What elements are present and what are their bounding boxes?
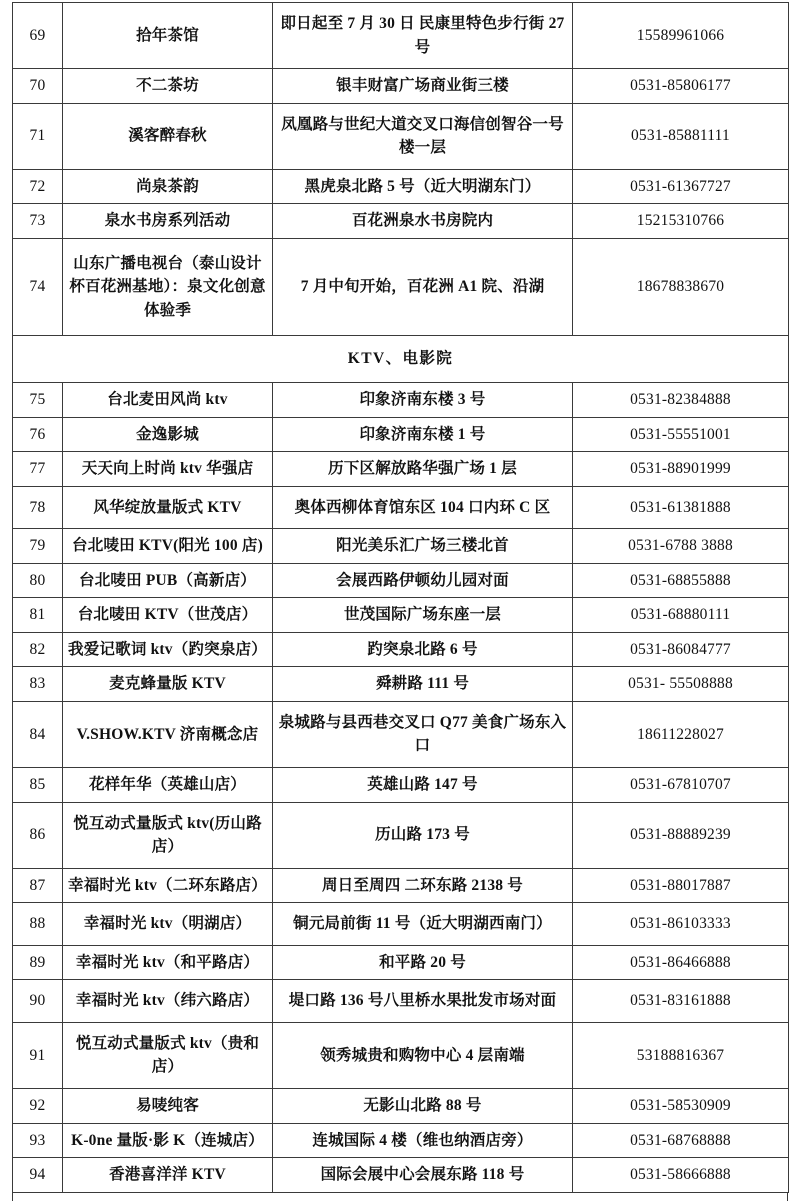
venue-address-cell: 无影山北路 88 号 bbox=[273, 1088, 573, 1123]
venue-address-cell: 和平路 20 号 bbox=[273, 945, 573, 980]
venue-name-cell: 台北唛田 PUB（高新店） bbox=[63, 563, 273, 598]
table-row bbox=[13, 417, 789, 452]
venue-name-cell: 尚泉茶韵 bbox=[63, 169, 273, 204]
row-index-cell: 88 bbox=[13, 903, 63, 946]
venue-name-cell: 悦互动式量版式 ktv(历山路店） bbox=[63, 802, 273, 868]
table-row bbox=[13, 701, 789, 767]
row-index-cell: 74 bbox=[13, 238, 63, 336]
row-index-cell: 93 bbox=[13, 1123, 63, 1158]
row-index-cell: 81 bbox=[13, 598, 63, 633]
table-row bbox=[13, 1123, 789, 1158]
venue-phone-cell: 0531-85806177 bbox=[573, 69, 789, 104]
row-index-cell: 73 bbox=[13, 204, 63, 239]
row-index-cell: 76 bbox=[13, 417, 63, 452]
venue-address-cell: 历下区解放路华强广场 1 层 bbox=[273, 452, 573, 487]
venue-address-cell: 堤口路 136 号八里桥水果批发市场对面 bbox=[273, 980, 573, 1023]
venue-address-cell: 7 月中旬开始，百花洲 A1 院、沿湖 bbox=[273, 238, 573, 336]
row-index-cell: 71 bbox=[13, 103, 63, 169]
venue-name-cell: 我爱记歌词 ktv（趵突泉店） bbox=[63, 632, 273, 667]
venue-name-cell: 溪客醉春秋 bbox=[63, 103, 273, 169]
venue-address-cell: 国际会展中心会展东路 118 号 bbox=[273, 1158, 573, 1193]
venue-phone-cell: 0531-61367727 bbox=[573, 169, 789, 204]
venue-name-cell: 台北唛田 KTV(阳光 100 店) bbox=[63, 529, 273, 564]
table-row bbox=[13, 383, 789, 418]
venue-name-cell: 幸福时光 ktv（和平路店） bbox=[63, 945, 273, 980]
table-row bbox=[13, 1158, 789, 1193]
table-row bbox=[13, 632, 789, 667]
venue-address-cell: 会展西路伊顿幼儿园对面 bbox=[273, 563, 573, 598]
table-section-header-row bbox=[13, 336, 789, 383]
venue-address-cell: 舜耕路 111 号 bbox=[273, 667, 573, 702]
row-index-cell: 83 bbox=[13, 667, 63, 702]
venue-name-cell: 悦互动式量版式 ktv（贵和店） bbox=[63, 1022, 273, 1088]
table-row bbox=[13, 768, 789, 803]
venue-address-cell: 世茂国际广场东座一层 bbox=[273, 598, 573, 633]
venue-name-cell: 麦克蜂量版 KTV bbox=[63, 667, 273, 702]
venue-phone-cell: 0531-83161888 bbox=[573, 980, 789, 1023]
table-row bbox=[13, 980, 789, 1023]
table-row bbox=[13, 868, 789, 903]
row-index-cell: 91 bbox=[13, 1022, 63, 1088]
row-index-cell: 92 bbox=[13, 1088, 63, 1123]
row-index-cell: 85 bbox=[13, 768, 63, 803]
venue-name-cell: 花样年华（英雄山店） bbox=[63, 768, 273, 803]
section-header-label: KTV、电影院 bbox=[13, 336, 789, 383]
venue-address-cell: 连城国际 4 楼（维也纳酒店旁） bbox=[273, 1123, 573, 1158]
table-row bbox=[13, 103, 789, 169]
row-index-cell: 72 bbox=[13, 169, 63, 204]
venue-name-cell: 幸福时光 ktv（纬六路店） bbox=[63, 980, 273, 1023]
row-index-cell: 75 bbox=[13, 383, 63, 418]
table-row bbox=[13, 486, 789, 529]
venue-address-cell: 印象济南东楼 3 号 bbox=[273, 383, 573, 418]
venue-phone-cell: 15215310766 bbox=[573, 204, 789, 239]
venue-address-cell: 印象济南东楼 1 号 bbox=[273, 417, 573, 452]
venue-phone-cell: 0531-85881111 bbox=[573, 103, 789, 169]
venue-phone-cell: 18611228027 bbox=[573, 701, 789, 767]
venue-name-cell: K-0ne 量版·影 K（连城店） bbox=[63, 1123, 273, 1158]
venue-name-cell: 香港喜洋洋 KTV bbox=[63, 1158, 273, 1193]
venue-address-cell: 铜元局前街 11 号（近大明湖西南门） bbox=[273, 903, 573, 946]
table-row bbox=[13, 667, 789, 702]
row-index-cell: 77 bbox=[13, 452, 63, 487]
row-index-cell: 89 bbox=[13, 945, 63, 980]
venue-address-cell: 即日起至 7 月 30 日 民康里特色步行街 27 号 bbox=[273, 3, 573, 69]
venue-phone-cell: 0531-61381888 bbox=[573, 486, 789, 529]
row-index-cell: 82 bbox=[13, 632, 63, 667]
row-index-cell: 90 bbox=[13, 980, 63, 1023]
row-index-cell: 79 bbox=[13, 529, 63, 564]
venue-name-cell: 幸福时光 ktv（明湖店） bbox=[63, 903, 273, 946]
venue-phone-cell: 15589961066 bbox=[573, 3, 789, 69]
venue-phone-cell: 0531-68768888 bbox=[573, 1123, 789, 1158]
venue-phone-cell: 0531-58530909 bbox=[573, 1088, 789, 1123]
venue-name-cell: 易唛纯客 bbox=[63, 1088, 273, 1123]
venue-phone-cell: 0531-67810707 bbox=[573, 768, 789, 803]
row-index-cell: 70 bbox=[13, 69, 63, 104]
venue-name-cell: 拾年茶馆 bbox=[63, 3, 273, 69]
table-row bbox=[13, 598, 789, 633]
venue-phone-cell: 0531-88889239 bbox=[573, 802, 789, 868]
table-body bbox=[13, 3, 789, 1193]
venue-name-cell: 幸福时光 ktv（二环东路店） bbox=[63, 868, 273, 903]
venue-phone-cell: 0531-68855888 bbox=[573, 563, 789, 598]
venue-address-cell: 历山路 173 号 bbox=[273, 802, 573, 868]
venue-name-cell: 台北麦田风尚 ktv bbox=[63, 383, 273, 418]
row-index-cell: 86 bbox=[13, 802, 63, 868]
table-row bbox=[13, 529, 789, 564]
venue-phone-cell: 0531-68880111 bbox=[573, 598, 789, 633]
venue-name-cell: 天天向上时尚 ktv 华强店 bbox=[63, 452, 273, 487]
venue-name-cell: 金逸影城 bbox=[63, 417, 273, 452]
venue-address-cell: 趵突泉北路 6 号 bbox=[273, 632, 573, 667]
venue-address-cell: 泉城路与县西巷交叉口 Q77 美食广场东入口 bbox=[273, 701, 573, 767]
venue-phone-cell: 0531-86103333 bbox=[573, 903, 789, 946]
venue-address-cell: 百花洲泉水书房院内 bbox=[273, 204, 573, 239]
table-row bbox=[13, 238, 789, 336]
venue-address-cell: 凤凰路与世纪大道交叉口海信创智谷一号楼一层 bbox=[273, 103, 573, 169]
venue-phone-cell: 0531-88901999 bbox=[573, 452, 789, 487]
table-row bbox=[13, 945, 789, 980]
venue-name-cell: 山东广播电视台（泰山设计杯百花洲基地）：泉文化创意体验季 bbox=[63, 238, 273, 336]
venue-phone-cell: 0531-86466888 bbox=[573, 945, 789, 980]
venue-address-cell: 英雄山路 147 号 bbox=[273, 768, 573, 803]
table-row bbox=[13, 1022, 789, 1088]
row-index-cell: 80 bbox=[13, 563, 63, 598]
row-index-cell: 94 bbox=[13, 1158, 63, 1193]
table-row bbox=[13, 69, 789, 104]
table-row bbox=[13, 169, 789, 204]
table-row bbox=[13, 204, 789, 239]
venue-address-cell: 黑虎泉北路 5 号（近大明湖东门） bbox=[273, 169, 573, 204]
table-row bbox=[13, 802, 789, 868]
table-row bbox=[13, 903, 789, 946]
venue-address-cell: 阳光美乐汇广场三楼北首 bbox=[273, 529, 573, 564]
venue-name-cell: 风华绽放量版式 KTV bbox=[63, 486, 273, 529]
table-row bbox=[13, 1088, 789, 1123]
venue-phone-cell: 0531-82384888 bbox=[573, 383, 789, 418]
venue-address-cell: 奥体西柳体育馆东区 104 口内环 C 区 bbox=[273, 486, 573, 529]
venue-name-cell: 泉水书房系列活动 bbox=[63, 204, 273, 239]
table-row bbox=[13, 452, 789, 487]
venue-name-cell: 不二茶坊 bbox=[63, 69, 273, 104]
row-index-cell: 78 bbox=[13, 486, 63, 529]
venue-phone-cell: 0531-86084777 bbox=[573, 632, 789, 667]
venue-phone-cell: 0531-55551001 bbox=[573, 417, 789, 452]
venue-address-cell: 银丰财富广场商业街三楼 bbox=[273, 69, 573, 104]
row-index-cell: 69 bbox=[13, 3, 63, 69]
row-index-cell: 84 bbox=[13, 701, 63, 767]
venue-phone-cell: 18678838670 bbox=[573, 238, 789, 336]
table-row bbox=[13, 3, 789, 69]
venue-address-cell: 周日至周四 二环东路 2138 号 bbox=[273, 868, 573, 903]
venue-listing-table bbox=[12, 2, 789, 1193]
venue-address-cell: 领秀城贵和购物中心 4 层南端 bbox=[273, 1022, 573, 1088]
venue-name-cell: V.SHOW.KTV 济南概念店 bbox=[63, 701, 273, 767]
venue-phone-cell: 0531- 55508888 bbox=[573, 667, 789, 702]
venue-phone-cell: 53188816367 bbox=[573, 1022, 789, 1088]
venue-phone-cell: 0531-88017887 bbox=[573, 868, 789, 903]
venue-name-cell: 台北唛田 KTV（世茂店） bbox=[63, 598, 273, 633]
table-next-row-partial bbox=[12, 1193, 788, 1201]
row-index-cell: 87 bbox=[13, 868, 63, 903]
table-row bbox=[13, 563, 789, 598]
venue-phone-cell: 0531-6788 3888 bbox=[573, 529, 789, 564]
venue-phone-cell: 0531-58666888 bbox=[573, 1158, 789, 1193]
